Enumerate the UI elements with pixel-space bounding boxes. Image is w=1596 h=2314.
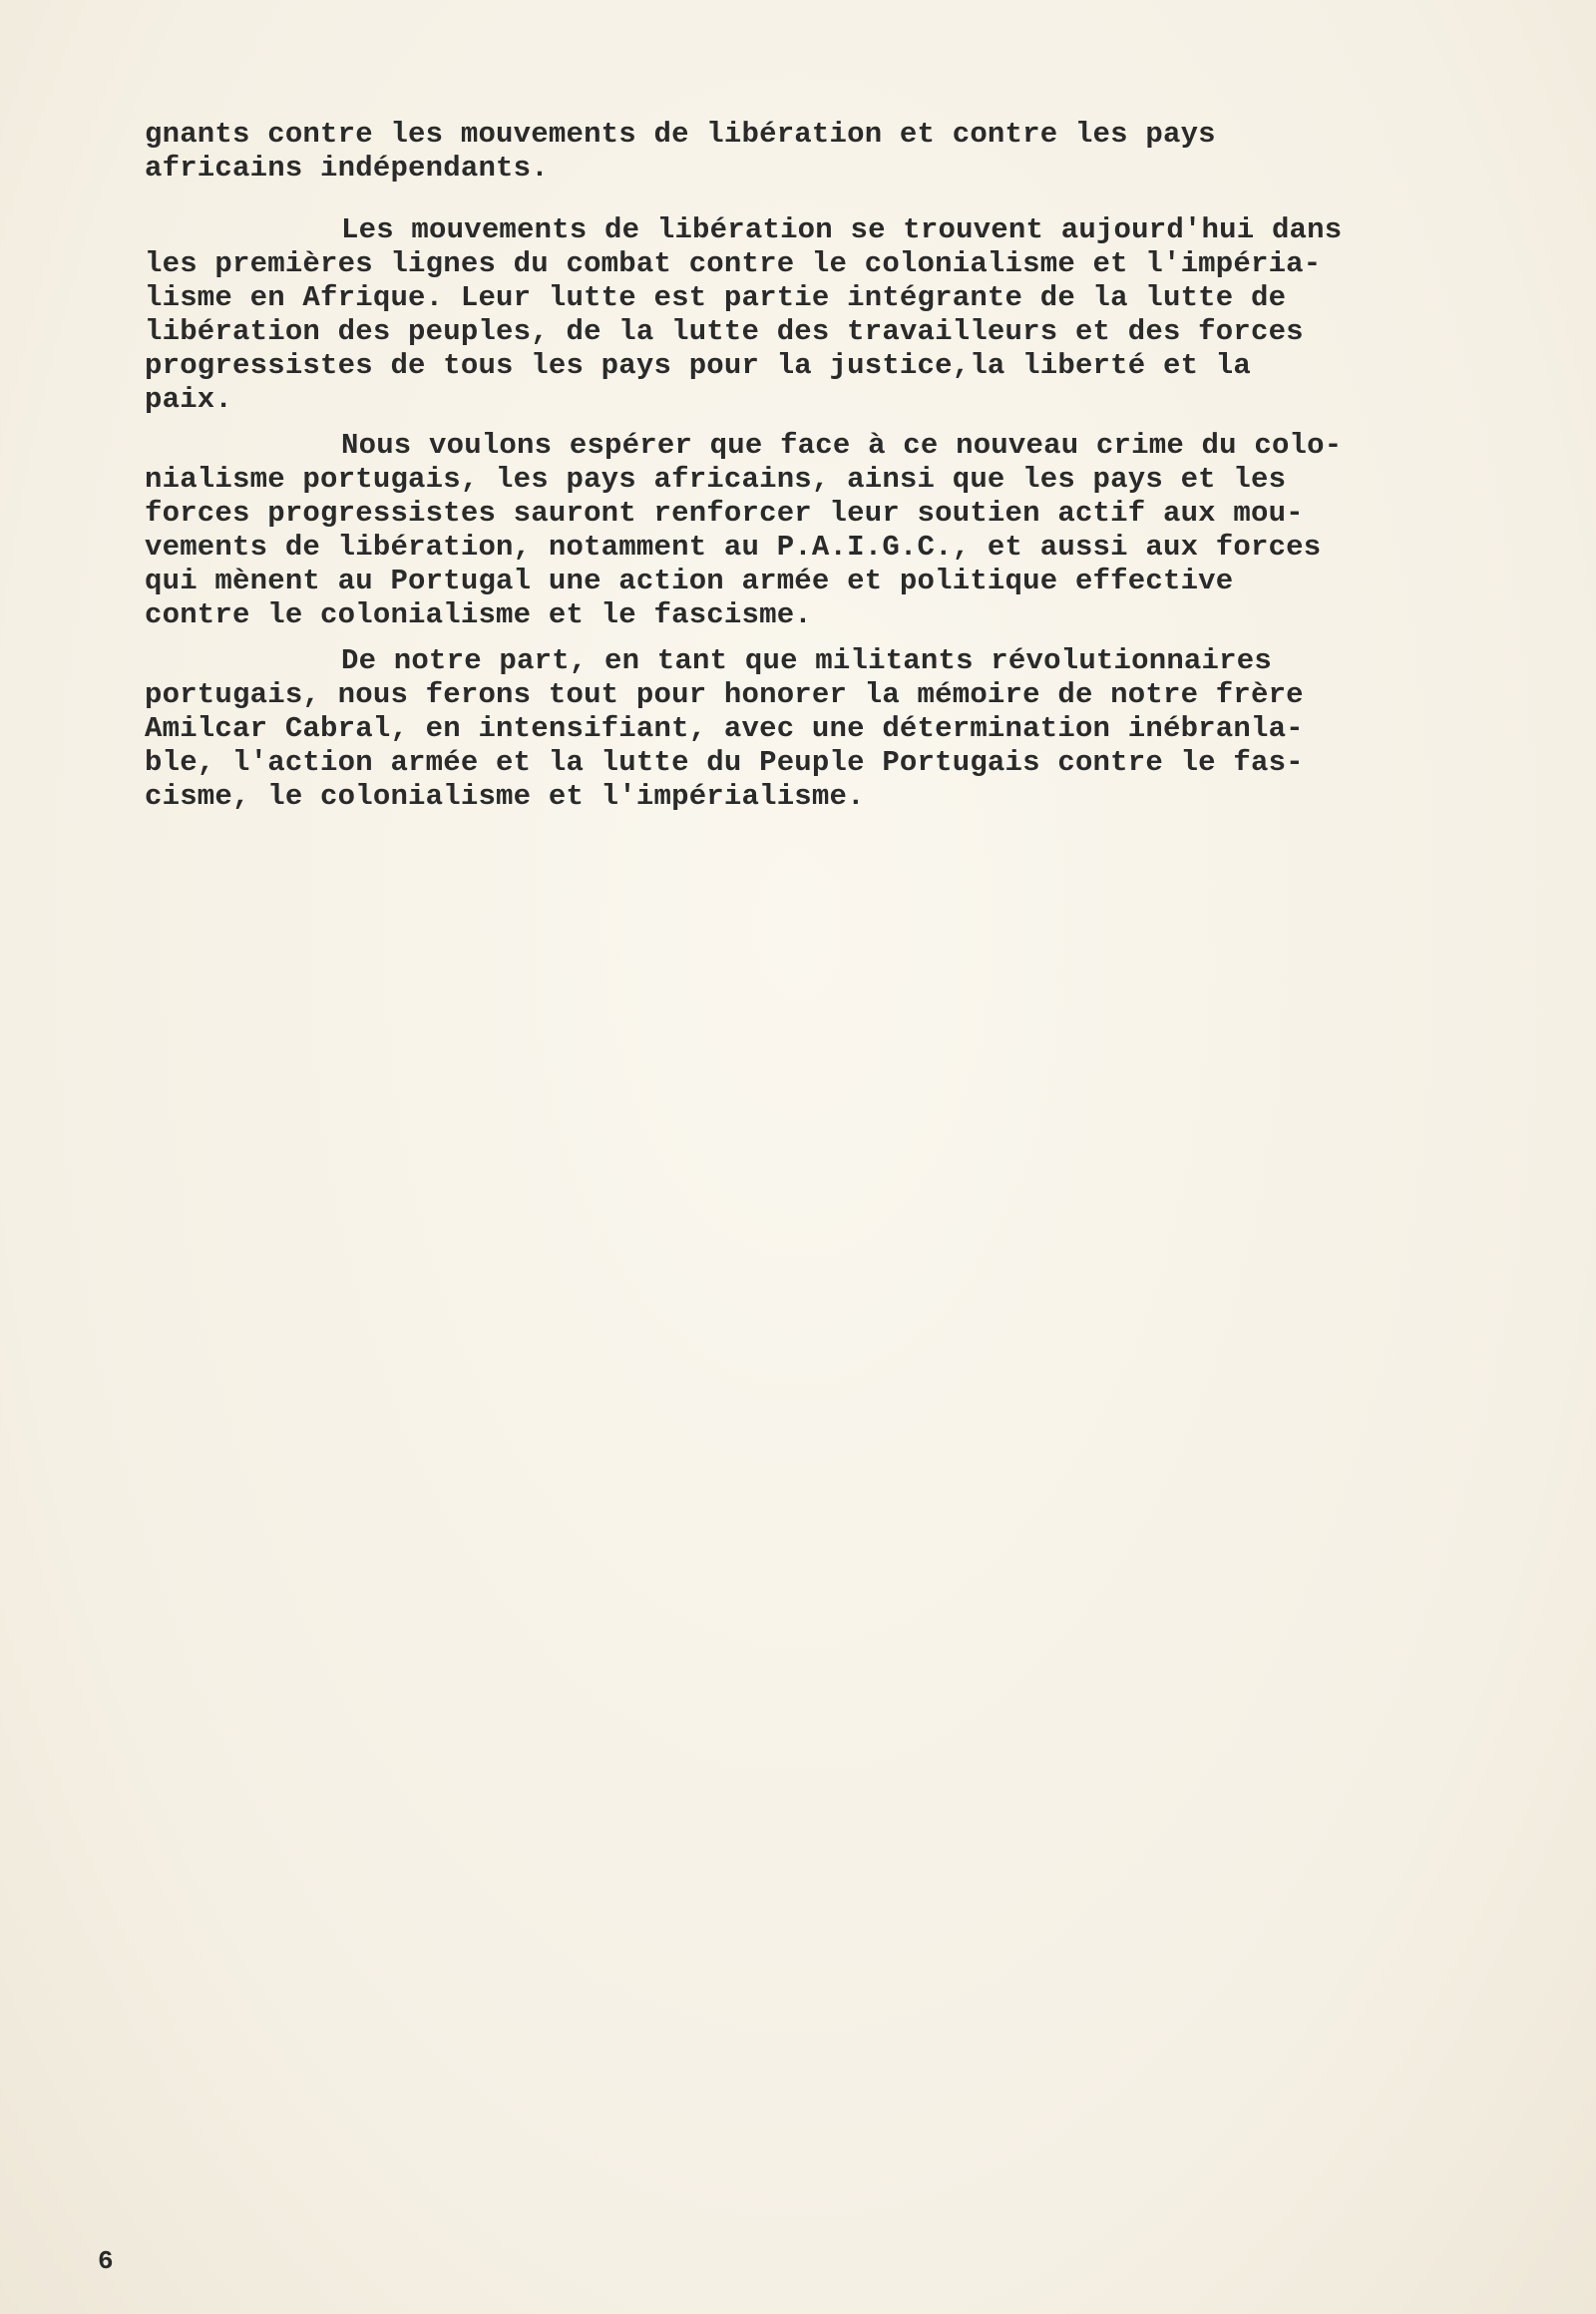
- paragraph-liberation-movements: [145, 213, 1481, 417]
- text-line: les premières lignes du combat contre le colonialisme et l'impéria-: [145, 247, 1322, 280]
- text-line: paix.: [145, 383, 233, 416]
- text-line: portugais, nous ferons tout pour honorer la mémoire de notre frère: [145, 678, 1304, 711]
- paragraph-commitment: [145, 644, 1481, 814]
- text-line: progressistes de tous les pays pour la justice,la liberté et la: [145, 349, 1251, 382]
- text-line: libération des peuples, de la lutte des travailleurs et des forces: [145, 315, 1304, 348]
- paragraph-continuation: [145, 118, 1481, 186]
- text-line: Amilcar Cabral, en intensifiant, avec une détermination inébranla-: [145, 712, 1304, 745]
- text-line: ble, l'action armée et la lutte du Peuple Portugais contre le fas-: [145, 746, 1304, 779]
- text-line: De notre part, en tant que militants révolutionnaires: [341, 644, 1272, 677]
- text-line: gnants contre les mouvements de libération et contre les pays: [145, 118, 1216, 151]
- document-body: [145, 118, 1481, 814]
- text-line: Les mouvements de libération se trouvent aujourd'hui dans: [341, 213, 1343, 246]
- text-line: africains indépendants.: [145, 152, 549, 185]
- text-line: vements de libération, notamment au P.A.I.G.C., et aussi aux forces: [145, 531, 1322, 564]
- page-number: 6: [98, 2246, 114, 2276]
- text-line: contre le colonialisme et le fascisme.: [145, 598, 812, 631]
- paragraph-hope: [145, 429, 1481, 632]
- text-line: lisme en Afrique. Leur lutte est partie intégrante de la lutte de: [145, 281, 1287, 314]
- text-line: nialisme portugais, les pays africains, ainsi que les pays et les: [145, 463, 1287, 496]
- text-line: cisme, le colonialisme et l'impérialisme.: [145, 780, 865, 813]
- text-line: Nous voulons espérer que face à ce nouveau crime du colo-: [341, 429, 1343, 462]
- text-line: qui mènent au Portugal une action armée et politique effective: [145, 565, 1234, 597]
- text-line: forces progressistes sauront renforcer leur soutien actif aux mou-: [145, 497, 1304, 530]
